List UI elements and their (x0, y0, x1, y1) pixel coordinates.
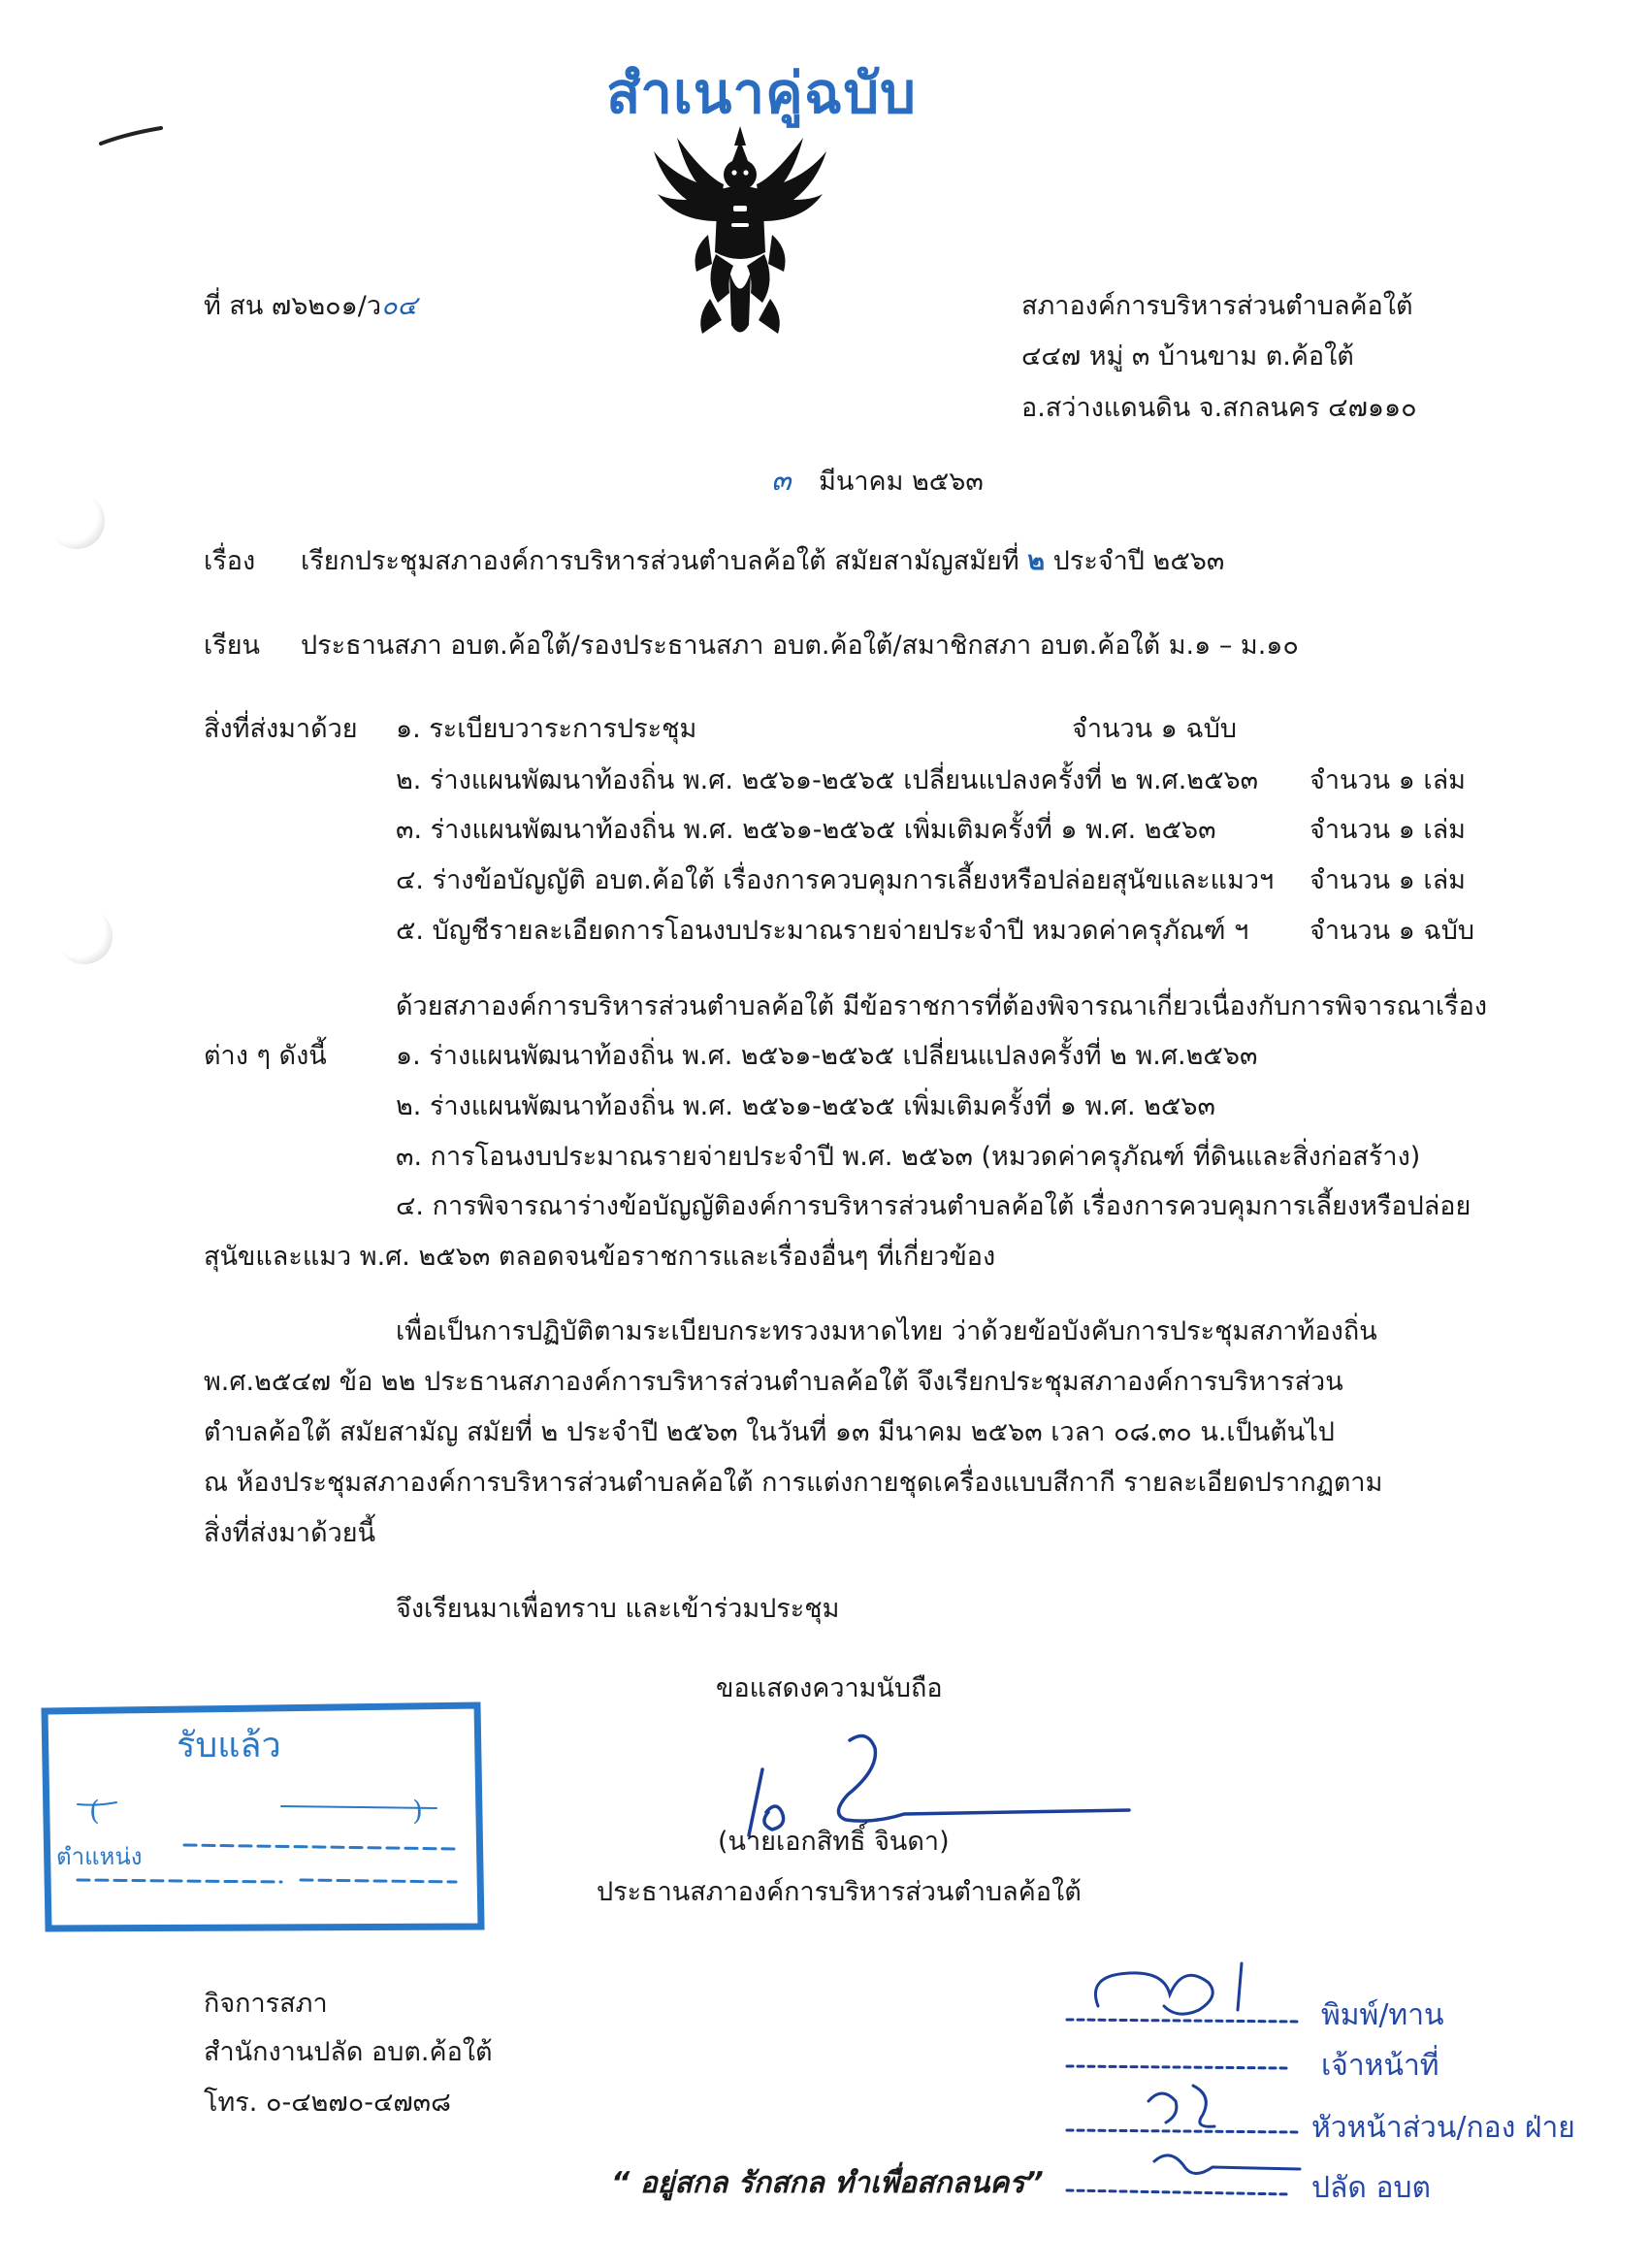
enclosure-qty-2: จำนวน ๑ เล่ม (1310, 765, 1466, 795)
received-stamp-position-label: ตำแหน่ง (56, 1843, 143, 1870)
received-stamp-bracket-left: ( (89, 1795, 100, 1827)
signatory-position: ประธานสภาองค์การบริหารส่วนตำบลค้อใต้ (597, 1877, 1082, 1907)
enclosure-item-5: ๕. บัญชีรายละเอียดการโอนงบประมาณรายจ่ายประจำปี หมวดค่าครุภัณฑ์ ฯ (396, 916, 1249, 946)
received-stamp-title: รับแล้ว (177, 1726, 281, 1766)
agenda-item-4: ๔. การพิจารณาร่างข้อบัญญัติองค์การบริหารส่วนตำบลค้อใต้ เรื่องการควบคุมการเลี้ยงหรือปล่อย (396, 1191, 1471, 1221)
routing-stamp-division-head: หัวหน้าส่วน/กอง ฝ่าย (1311, 2111, 1575, 2145)
received-stamp-bracket-right: ) (412, 1795, 423, 1827)
slogan: “ อยู่สกล รักสกล ทำเพื่อสกลนคร” (611, 2166, 1044, 2200)
body-para2-line2: พ.ศ.๒๕๔๗ ข้อ ๒๒ ประธานสภาองค์การบริหารส่วนตำบลค้อใต้ จึงเรียกประชุมสภาองค์การบริหารส่วน (204, 1367, 1343, 1397)
enclosure-item-3: ๓. ร่างแผนพัฒนาท้องถิ่น พ.ศ. ๒๕๖๑-๒๕๖๕ เพิ่มเติมครั้งที่ ๑ พ.ศ. ๒๕๖๓ (396, 815, 1216, 845)
punch-hole-top (48, 493, 105, 549)
ref-number: ที่ สน ๗๖๒๐๑/ว๐๔ (204, 291, 417, 321)
subject-label: เรื่อง (204, 546, 256, 576)
enclosure-qty-5: จำนวน ๑ ฉบับ (1310, 916, 1475, 946)
document-date: ๓ มีนาคม ๒๕๖๓ (771, 464, 984, 498)
subject-text: เรียกประชุมสภาองค์การบริหารส่วนตำบลค้อใต้ สมัยสามัญสมัยที่ ๒ ประจำปี ๒๕๖๓ (301, 546, 1225, 576)
footer-office-1: กิจการสภา (204, 1989, 328, 2019)
office-address-1: สภาองค์การบริหารส่วนตำบลค้อใต้ (1021, 291, 1413, 321)
enclosure-qty-4: จำนวน ๑ เล่ม (1310, 865, 1466, 895)
agenda-item-4-continued: สุนัขและแมว พ.ศ. ๒๕๖๓ ตลอดจนข้อราชการและเรื่องอื่นๆ ที่เกี่ยวข้อง (204, 1242, 996, 1272)
footer-office-2: สำนักงานปลัด อบต.ค้อใต้ (204, 2037, 493, 2067)
routing-stamp-chief-admin: ปลัด อบต (1311, 2171, 1431, 2205)
body-para2-line3: ตำบลค้อใต้ สมัยสามัญ สมัยที่ ๒ ประจำปี ๒๕๖๓ ในวันที่ ๑๓ มีนาคม ๒๕๖๓ เวลา ๐๘.๓๐ น.เป็นต้นไป (204, 1417, 1335, 1447)
agenda-item-3: ๓. การโอนงบประมาณรายจ่ายประจำปี พ.ศ. ๒๕๖๓ (หมวดค่าครุภัณฑ์ ที่ดินและสิ่งก่อสร้าง) (396, 1142, 1421, 1172)
routing-stamp-officer: เจ้าหน้าที่ (1321, 2049, 1439, 2083)
body-para2-line4: ณ ห้องประชุมสภาองค์การบริหารส่วนตำบลค้อใต้ การแต่งกายชุดเครื่องแบบสีกากี รายละเอียดปรากฏตาม (204, 1468, 1383, 1498)
enclosure-item-2: ๒. ร่างแผนพัฒนาท้องถิ่น พ.ศ. ๒๕๖๑-๒๕๖๕ เปลี่ยนแปลงครั้งที่ ๒ พ.ศ.๒๕๖๓ (396, 765, 1259, 795)
enclosure-item-4: ๔. ร่างข้อบัญญัติ อบต.ค้อใต้ เรื่องการควบคุมการเลี้ยงหรือปล่อยสุนัขและแมวฯ (396, 865, 1275, 895)
body-intro: ด้วยสภาองค์การบริหารส่วนตำบลค้อใต้ มีข้อราชการที่ต้องพิจารณาเกี่ยวเนื่องกับการพิจารณาเรื่อง (396, 991, 1488, 1021)
regards: ขอแสดงความนับถือ (716, 1673, 943, 1703)
body-lead: ต่าง ๆ ดังนี้ (204, 1041, 327, 1071)
garuda-emblem-icon (648, 126, 832, 344)
enclosure-qty-3: จำนวน ๑ เล่ม (1310, 815, 1466, 845)
punch-hole-middle (56, 908, 113, 964)
recipient-text: ประธานสภา อบต.ค้อใต้/รองประธานสภา อบต.ค้อใต้/สมาชิกสภา อบต.ค้อใต้ ม.๑ – ม.๑๐ (301, 631, 1299, 661)
copy-stamp-header: สำเนาคู่ฉบับ (606, 60, 917, 126)
body-para2-line1: เพื่อเป็นการปฏิบัติตามระเบียบกระทรวงมหาดไทย ว่าด้วยข้อบังคับการประชุมสภาท้องถิ่น (396, 1316, 1377, 1346)
office-address-3: อ.สว่างแดนดิน จ.สกลนคร ๔๗๑๑๐ (1021, 393, 1417, 423)
routing-stamp-print-check: พิมพ์/ทาน (1321, 1998, 1444, 2032)
closing-line: จึงเรียนมาเพื่อทราบ และเข้าร่วมประชุม (396, 1594, 840, 1624)
office-address-2: ๔๔๗ หมู่ ๓ บ้านขาม ต.ค้อใต้ (1021, 341, 1354, 372)
enclosures-label: สิ่งที่ส่งมาด้วย (204, 714, 358, 744)
footer-phone: โทร. ๐-๔๒๗๐-๔๗๓๘ (204, 2088, 451, 2118)
signatory-name: (นายเอกสิทธิ์ จินดา) (718, 1827, 950, 1857)
body-para2-line5: สิ่งที่ส่งมาด้วยนี้ (204, 1518, 376, 1548)
handwritten-signature (737, 1727, 1135, 1843)
pen-mark (97, 124, 165, 147)
agenda-item-1: ๑. ร่างแผนพัฒนาท้องถิ่น พ.ศ. ๒๕๖๑-๒๕๖๕ เปลี่ยนแปลงครั้งที่ ๒ พ.ศ.๒๕๖๓ (396, 1041, 1258, 1071)
enclosure-qty-1: จำนวน ๑ ฉบับ (1072, 714, 1238, 744)
recipient-label: เรียน (204, 631, 261, 661)
agenda-item-2: ๒. ร่างแผนพัฒนาท้องถิ่น พ.ศ. ๒๕๖๑-๒๕๖๕ เพิ่มเติมครั้งที่ ๑ พ.ศ. ๒๕๖๓ (396, 1091, 1215, 1121)
enclosure-item-1: ๑. ระเบียบวาระการประชุม (396, 714, 697, 744)
